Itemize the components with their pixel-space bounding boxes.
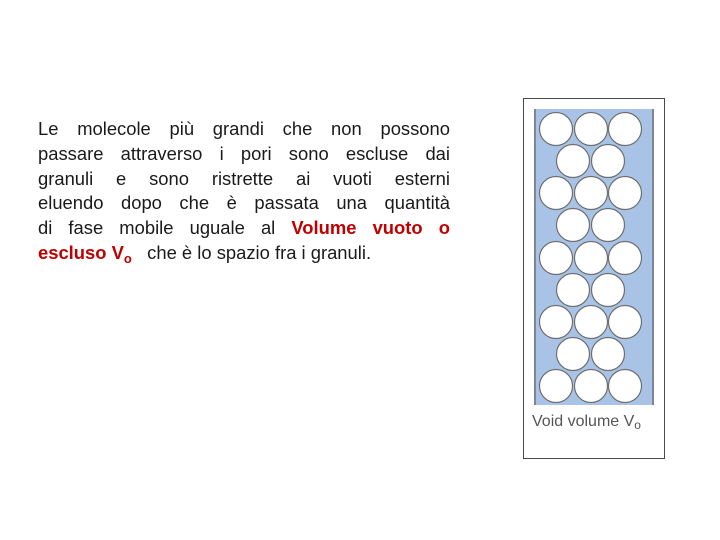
gel-bead — [557, 274, 590, 307]
gel-bead — [592, 274, 625, 307]
gel-bead — [557, 338, 590, 371]
gel-bead — [557, 145, 590, 178]
gel-bead — [575, 242, 608, 275]
gel-bead — [609, 242, 642, 275]
gel-bead — [592, 338, 625, 371]
packed-column — [534, 109, 654, 405]
caption-text: Void volume V — [532, 413, 635, 430]
paragraph-line — [38, 241, 450, 272]
gel-bead — [592, 145, 625, 178]
gel-bead — [540, 370, 573, 403]
gel-bead — [575, 113, 608, 146]
gel-bead — [575, 306, 608, 339]
paragraph-line: Le molecole più grandi che non possono — [38, 118, 450, 139]
gel-bead — [592, 209, 625, 242]
paragraph-line: granuli e sono ristrette ai vuoti esterni — [38, 167, 450, 189]
caption-subscript: o — [634, 418, 641, 432]
void-volume-figure — [523, 98, 665, 459]
paragraph-tail: che è lo spazio fra i granuli. — [147, 241, 372, 263]
paragraph-text: di fase mobile uguale al — [38, 217, 276, 239]
gel-bead — [540, 242, 573, 275]
gel-bead — [540, 113, 573, 146]
description-paragraph — [38, 117, 450, 272]
gel-bead — [609, 177, 642, 210]
gel-bead — [575, 177, 608, 210]
gel-bead — [575, 370, 608, 403]
gel-bead — [540, 306, 573, 339]
excluded-volume-term — [38, 241, 132, 266]
gel-bead — [540, 177, 573, 210]
paragraph-line: eluendo dopo che è passata una quantità — [38, 192, 450, 214]
figure-caption — [532, 413, 641, 432]
volume-subscript: o — [123, 250, 132, 266]
gel-bead — [557, 209, 590, 242]
gel-bead — [609, 370, 642, 403]
gel-bead — [609, 113, 642, 146]
excluded-volume-symbol: escluso V — [38, 241, 124, 263]
void-volume-term: Volume vuoto o — [291, 217, 450, 239]
paragraph-line: passare attraverso i pori sono escluse dai — [38, 142, 450, 164]
paragraph-line — [38, 216, 450, 241]
packed-beads-diagram — [536, 109, 652, 405]
gel-bead — [609, 306, 642, 339]
